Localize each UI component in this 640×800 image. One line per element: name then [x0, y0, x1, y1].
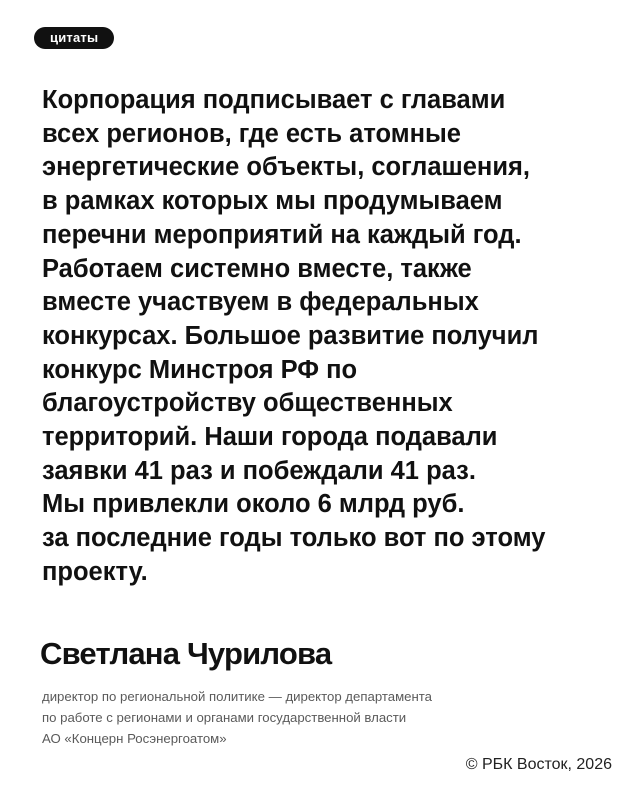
quote-line: заявки 41 раз и побеждали 41 раз.	[42, 456, 476, 485]
quote-line: проекту.	[42, 557, 148, 586]
author-position	[42, 686, 602, 749]
quote-text	[42, 84, 602, 590]
position-line: по работе с регионами и органами государственной власти	[42, 710, 407, 725]
quote-line: конкурс Минстроя РФ по	[42, 355, 358, 384]
author-name: Светлана Чурилова	[40, 636, 332, 671]
quote-line: Корпорация подписывает с главами	[42, 86, 506, 114]
quote-line: перечни мероприятий на каждый год.	[42, 220, 522, 249]
quote-line: в рамках которых мы продумываем	[42, 187, 503, 216]
quote-line: благоустройству общественных	[42, 389, 453, 418]
quote-line: конкурсах. Большое развитие получил	[42, 321, 539, 350]
quote-line: за последние годы только вот по этому	[42, 524, 546, 553]
quote-line: территорий. Наши города подавали	[42, 423, 498, 452]
quote-line: энергетические объекты, соглашения,	[42, 153, 530, 182]
category-tag: цитаты	[34, 27, 114, 49]
quote-line: Работаем системно вместе, также	[42, 254, 472, 283]
copyright-notice: © РБК Восток, 2026	[465, 756, 612, 773]
position-line: АО «Концерн Росэнергоатом»	[42, 731, 227, 746]
quote-line: Мы привлекли около 6 млрд руб.	[42, 490, 465, 519]
quote-line: всех регионов, где есть атомные	[42, 119, 461, 148]
position-line: директор по региональной политике — директор департамента	[42, 689, 432, 704]
quote-line: вместе участвуем в федеральных	[42, 288, 479, 317]
